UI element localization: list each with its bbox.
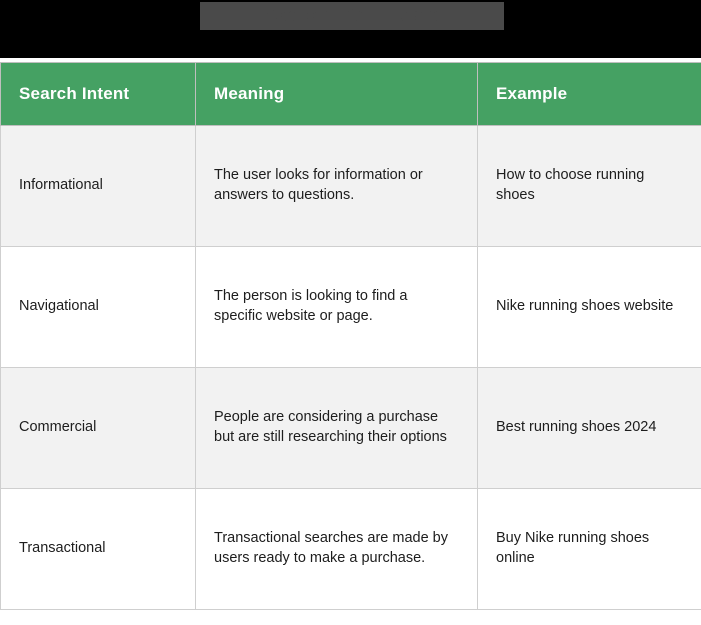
table-row	[1, 368, 701, 489]
table-row	[1, 126, 701, 247]
banner-title: Search Intent Table	[200, 2, 504, 30]
cell-meaning: People are considering a purchase but are still researching their options	[196, 368, 478, 489]
search-intent-table	[0, 62, 701, 610]
cell-meaning: The user looks for information or answers to questions.	[196, 126, 478, 247]
cell-intent: Transactional	[1, 489, 196, 610]
cell-meaning: Transactional searches are made by users ready to make a purchase.	[196, 489, 478, 610]
cell-example: Best running shoes 2024	[478, 368, 701, 489]
table-header-row	[1, 63, 701, 126]
table-row	[1, 247, 701, 368]
cell-intent: Navigational	[1, 247, 196, 368]
cell-meaning: The person is looking to find a specific website or page.	[196, 247, 478, 368]
cell-example: How to choose running shoes	[478, 126, 701, 247]
cell-intent: Informational	[1, 126, 196, 247]
table-row	[1, 489, 701, 610]
column-header-example: Example	[478, 63, 701, 126]
cell-example: Nike running shoes website	[478, 247, 701, 368]
column-header-meaning: Meaning	[196, 63, 478, 126]
table-body	[1, 126, 701, 610]
cell-example: Buy Nike running shoes online	[478, 489, 701, 610]
search-intent-table-container	[0, 62, 701, 610]
column-header-search-intent: Search Intent	[1, 63, 196, 126]
top-banner	[0, 0, 701, 58]
table-header	[1, 63, 701, 126]
cell-intent: Commercial	[1, 368, 196, 489]
